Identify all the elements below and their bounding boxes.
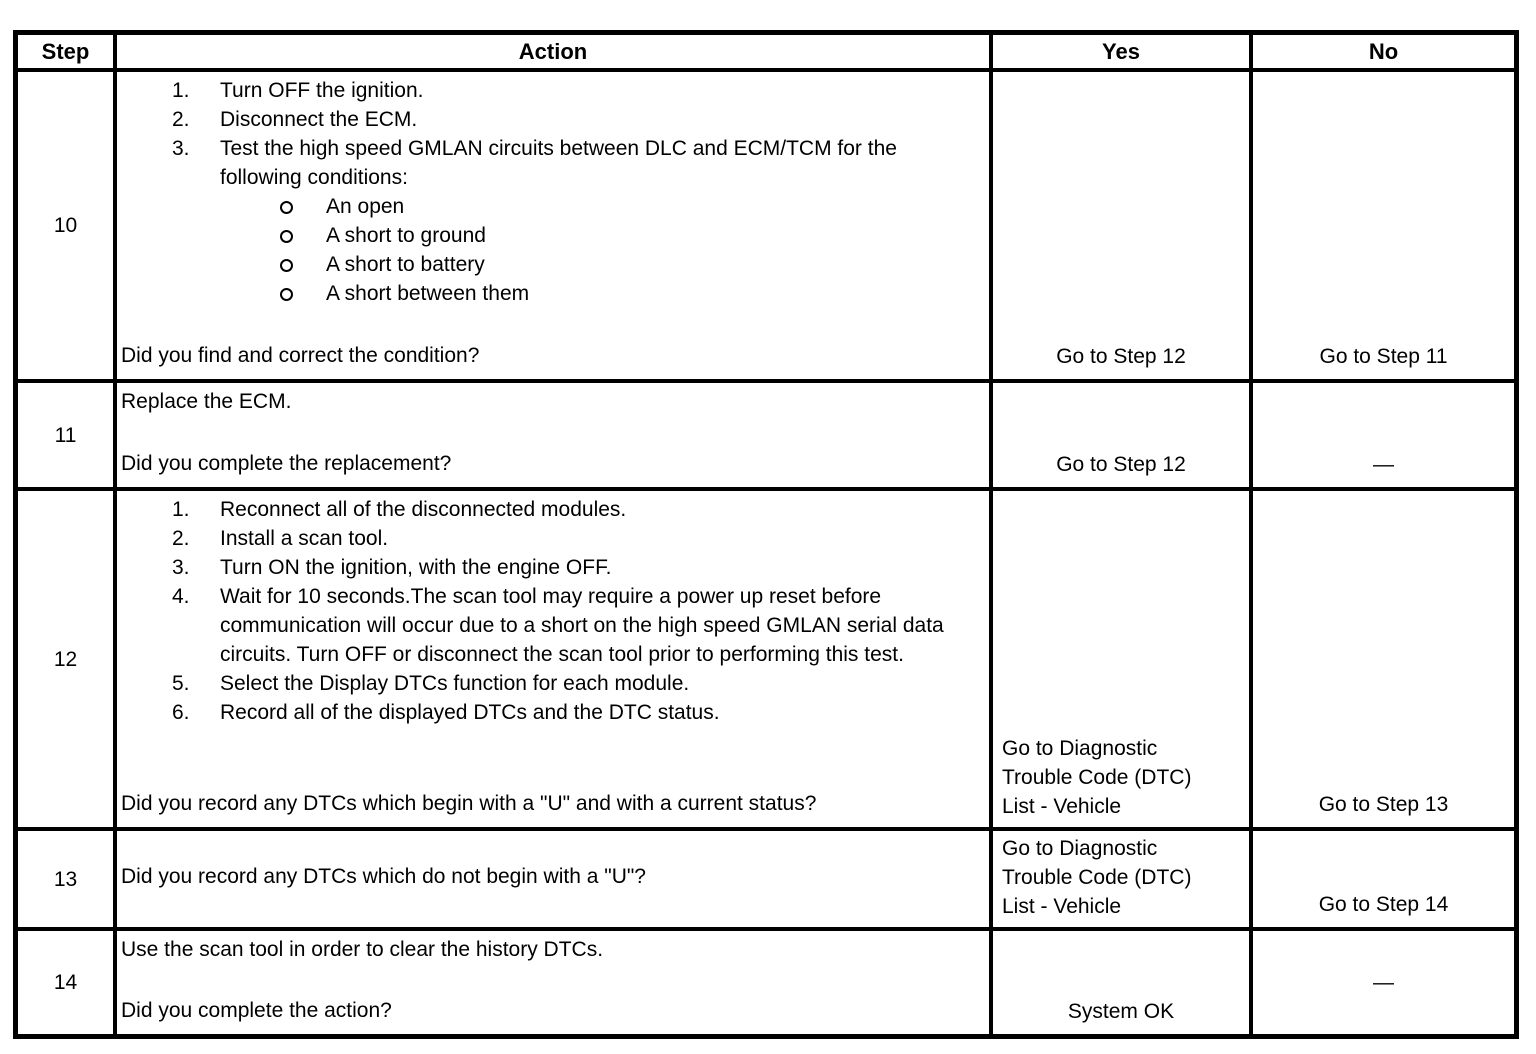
list-item-text: Install a scan tool. bbox=[220, 527, 389, 550]
step-number-cell bbox=[18, 831, 113, 927]
list-item-text: Turn OFF the ignition. bbox=[220, 79, 424, 102]
header-no-label: No bbox=[1368, 39, 1399, 64]
bullet-item bbox=[278, 192, 965, 221]
circle-bullet-icon bbox=[280, 288, 293, 301]
yes-answer: System OK bbox=[1067, 1000, 1175, 1023]
circle-bullet-icon bbox=[280, 259, 293, 272]
action-cell bbox=[117, 383, 989, 487]
header-yes bbox=[993, 35, 1249, 68]
list-item-text: Reconnect all of the disconnected modules. bbox=[220, 498, 627, 521]
yes-cell bbox=[993, 383, 1249, 487]
bullet-item-text: A short to ground bbox=[326, 224, 486, 247]
step-number-cell bbox=[18, 491, 113, 827]
no-answer: — bbox=[1373, 971, 1394, 994]
question-text: Did you find and correct the condition? bbox=[121, 344, 480, 367]
header-step bbox=[18, 35, 113, 68]
list-item-number: 2. bbox=[172, 527, 190, 550]
bullet-item bbox=[278, 279, 965, 308]
action-cell bbox=[117, 491, 989, 827]
no-answer: Go to Step 14 bbox=[1318, 893, 1449, 916]
step-number: 10 bbox=[53, 214, 78, 237]
list-item-number: 5. bbox=[172, 672, 190, 695]
yes-cell bbox=[993, 831, 1249, 927]
list-item bbox=[172, 582, 965, 669]
list-item bbox=[172, 134, 965, 308]
list-item-text: Record all of the displayed DTCs and the DTC status. bbox=[220, 701, 720, 724]
no-answer: — bbox=[1373, 453, 1394, 476]
circle-bullet-icon bbox=[280, 201, 293, 214]
yes-answer: Go to Diagnostic Trouble Code (DTC) List - Vehicle bbox=[1002, 837, 1192, 918]
bullet-item-text: An open bbox=[326, 195, 405, 218]
list-item bbox=[172, 553, 965, 582]
question-text: Did you record any DTCs which do not begin with a "U"? bbox=[121, 865, 646, 888]
header-no bbox=[1253, 35, 1514, 68]
yes-answer: Go to Step 12 bbox=[1056, 345, 1186, 368]
diagnostic-step-table bbox=[13, 30, 1519, 1039]
list-item bbox=[172, 76, 965, 105]
step-number: 13 bbox=[53, 867, 78, 891]
step-number: 11 bbox=[54, 423, 77, 447]
header-step-label: Step bbox=[41, 39, 90, 64]
list-item-text-body: Test the high speed GMLAN circuits between DLC and ECM/TCM for the following conditions: bbox=[220, 137, 897, 189]
list-item-number: 4. bbox=[172, 585, 190, 608]
no-cell bbox=[1253, 831, 1514, 927]
circle-bullet-icon bbox=[280, 230, 293, 243]
no-cell bbox=[1253, 931, 1514, 1034]
action-cell bbox=[117, 831, 989, 927]
yes-cell bbox=[993, 491, 1249, 827]
action-cell bbox=[117, 72, 989, 379]
list-item bbox=[172, 669, 965, 698]
bullet-list bbox=[278, 192, 965, 308]
yes-answer: Go to Step 12 bbox=[1056, 453, 1186, 476]
no-cell bbox=[1253, 383, 1514, 487]
step-number: 12 bbox=[53, 647, 78, 671]
header-yes-label: Yes bbox=[1102, 39, 1140, 64]
question-text: Did you complete the replacement? bbox=[121, 452, 452, 475]
list-item-number: 3. bbox=[172, 556, 190, 579]
list-item-number: 6. bbox=[172, 701, 190, 724]
question-text: Did you complete the action? bbox=[121, 999, 392, 1022]
step-number-cell bbox=[18, 383, 113, 487]
no-answer: Go to Step 13 bbox=[1318, 793, 1449, 816]
no-answer: Go to Step 11 bbox=[1319, 345, 1448, 368]
list-item-text: Select the Display DTCs function for each module. bbox=[220, 672, 690, 695]
yes-answer: Go to Diagnostic Trouble Code (DTC) List - Vehicle bbox=[1002, 737, 1192, 818]
question-text: Did you record any DTCs which begin with a "U" and with a current status? bbox=[121, 792, 817, 815]
list-item-text bbox=[220, 134, 965, 308]
header-action bbox=[117, 35, 989, 68]
list-item-number: 3. bbox=[172, 137, 190, 160]
statement-text: Replace the ECM. bbox=[121, 390, 292, 413]
header-action-label: Action bbox=[518, 39, 588, 64]
bullet-item-text: A short to battery bbox=[326, 253, 485, 276]
bullet-item bbox=[278, 250, 965, 279]
no-cell bbox=[1253, 72, 1514, 379]
list-item-number: 1. bbox=[172, 498, 190, 521]
numbered-list bbox=[172, 495, 965, 727]
numbered-list bbox=[172, 76, 965, 308]
list-item bbox=[172, 524, 965, 553]
list-item bbox=[172, 495, 965, 524]
step-number-cell bbox=[18, 72, 113, 379]
list-item-text: Disconnect the ECM. bbox=[220, 108, 418, 131]
no-cell bbox=[1253, 491, 1514, 827]
yes-cell bbox=[993, 72, 1249, 379]
statement-text: Use the scan tool in order to clear the history DTCs. bbox=[121, 938, 604, 961]
step-number-cell bbox=[18, 931, 113, 1034]
list-item-text: Turn ON the ignition, with the engine OFF. bbox=[220, 556, 612, 579]
list-item bbox=[172, 105, 965, 134]
list-item-number: 1. bbox=[172, 79, 190, 102]
bullet-item bbox=[278, 221, 965, 250]
yes-cell bbox=[993, 931, 1249, 1034]
list-item bbox=[172, 698, 965, 727]
bullet-item-text: A short between them bbox=[326, 282, 530, 305]
list-item-number: 2. bbox=[172, 108, 190, 131]
action-cell bbox=[117, 931, 989, 1034]
step-number: 14 bbox=[53, 971, 78, 994]
list-item-text: Wait for 10 seconds.The scan tool may require a power up reset before communication will occur due to a short on the high speed GMLAN serial data circuits. Turn OFF or disconnect the scan tool prior to performing this test. bbox=[220, 585, 944, 666]
